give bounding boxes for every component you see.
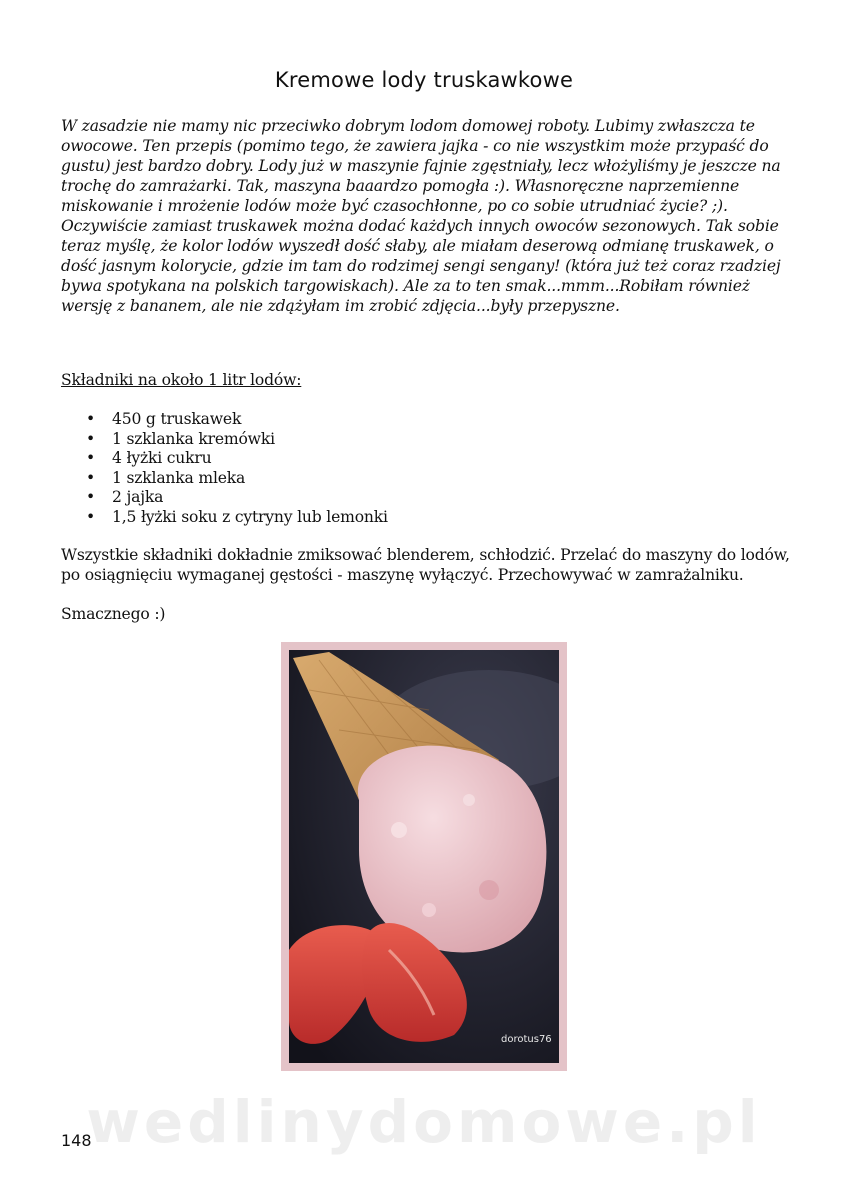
intro-paragraph: W zasadzie nie mamy nic przeciwko dobrym lodom domowej roboty. Lubimy zwłaszcza te owocowe. Ten przepis (pomimo tego, że zawiera jajka - co nie wszystkim może przypaść do gustu) jest bardzo dobry. Lody już w maszynie fajnie zgęstniały, lecz włożyliśmy je jeszcze na trochę do zamrażarki. Tak, maszyna baaardzo pomogła :). Własnoręczne naprzemienne miskowanie i mrożenie lodów może być czasochłonne, po co sobie utrudniać życie? ;). Oczywiście zamiast truskawek można dodać każdych innych owoców sezonowych. Tak sobie teraz myślę, że kolor lodów wyszedł dość słaby, ale miałam deserową odmianę truskawek, o dość jasnym kolorycie, gdzie im tam do rodzimej sengi sengany! (która już też coraz rzadziej bywa spotykana na polskich targowiskach). Ale za to ten smak...mmm...Robiłam również wersję z bananem, ale nie zdążyłam im zrobić zdjęcia...były przepyszne. [61, 117, 781, 315]
ingredient-item: • 2 jajka [61, 488, 388, 508]
page-title: Kremowe lody truskawkowe [274, 68, 574, 92]
page-number: 148 [61, 1131, 92, 1150]
ingredient-item: • 4 łyżki cukru [61, 449, 388, 469]
ingredients-heading: Składniki na około 1 litr lodów: [61, 371, 302, 389]
ingredient-item: • 1 szklanka mleka [61, 469, 388, 489]
ice-cream-cone-illustration [289, 650, 559, 1063]
ingredient-item: • 1 szklanka kremówki [61, 430, 388, 450]
ingredient-item: • 450 g truskawek [61, 410, 388, 430]
watermark: wedlinydomowe.pl [86, 1088, 762, 1156]
ingredient-item: • 1,5 łyżki soku z cytryny lub lemonki [61, 508, 388, 528]
closing-text: Smacznego :) [61, 605, 166, 623]
ice-cream-scoop [358, 746, 547, 953]
ice-cream-photo [281, 642, 567, 1071]
photo-credit: dorotus76 [501, 1034, 552, 1045]
ingredients-list [61, 410, 388, 527]
method-paragraph: Wszystkie składniki dokładnie zmiksować blenderem, schłodzić. Przelać do maszyny do lodów, po osiągnięciu wymaganej gęstości - maszynę wyłączyć. Przechowywać w zamrażalniku. [61, 546, 790, 584]
